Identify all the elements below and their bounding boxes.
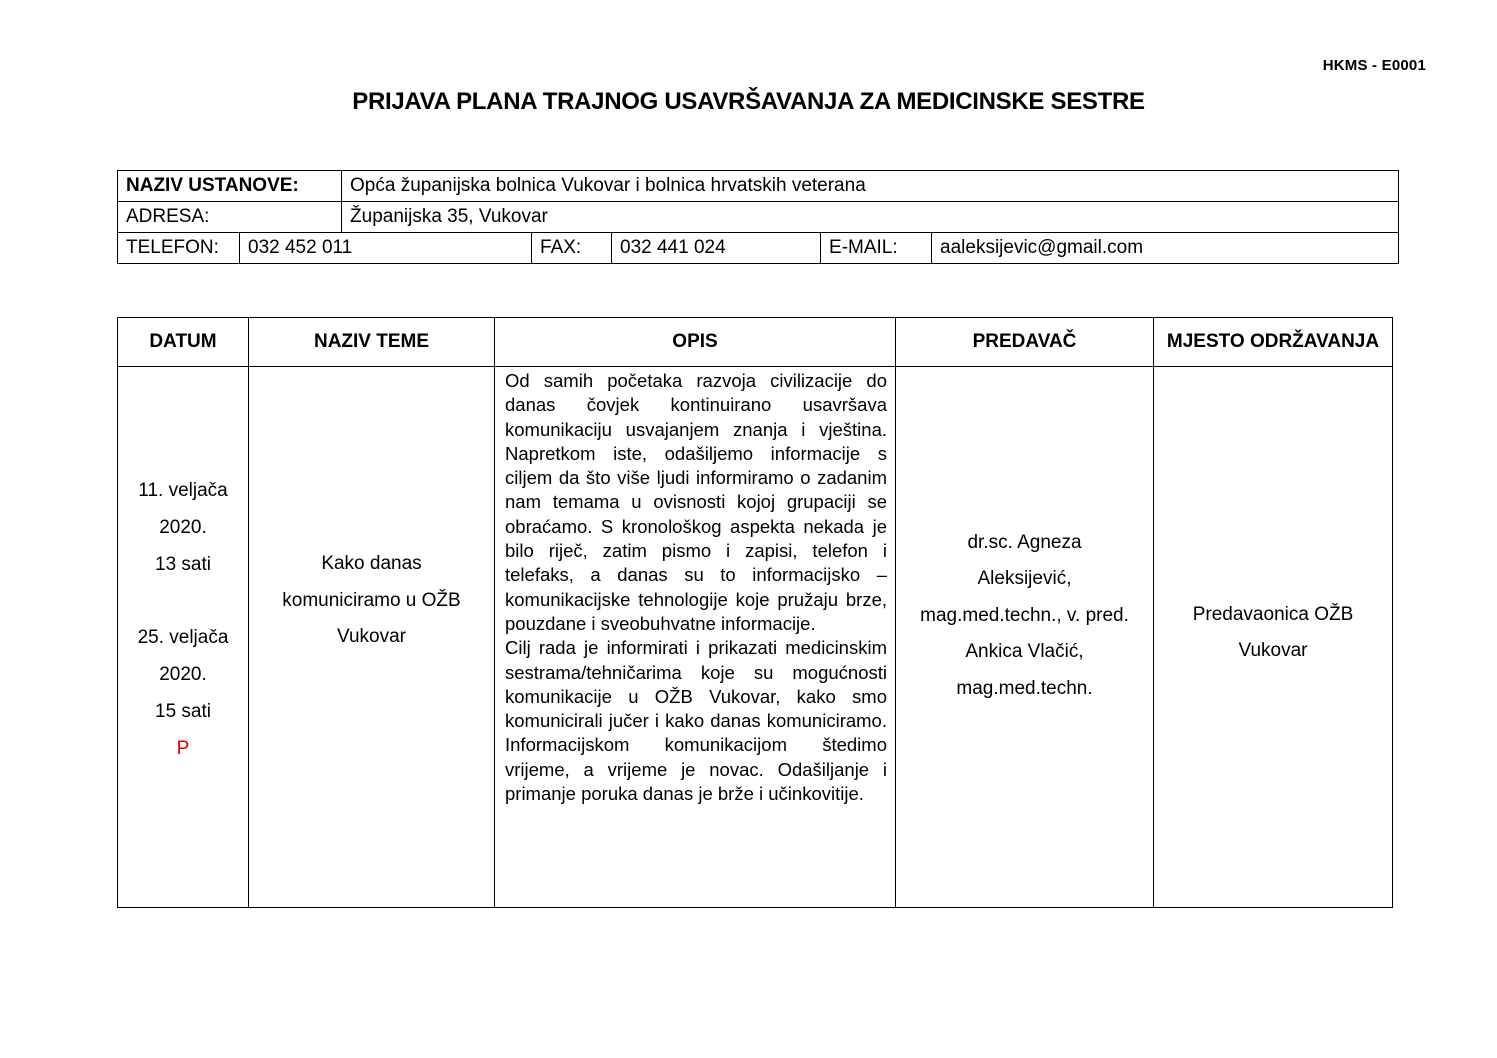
description-cell xyxy=(495,367,896,908)
location-line-2: Vukovar xyxy=(1238,640,1308,661)
table-row xyxy=(118,367,1393,908)
date-2-day: 25. veljača xyxy=(137,626,229,648)
lecturer-line-1: dr.sc. Agneza xyxy=(967,531,1082,553)
institution-name-value: Opća županijska bolnica Vukovar i bolnica hrvatskih veterana xyxy=(342,171,1399,202)
education-plan-table xyxy=(117,317,1393,908)
plan-header-row xyxy=(118,318,1393,367)
header-datum: DATUM xyxy=(118,318,249,367)
page-title: PRIJAVA PLANA TRAJNOG USAVRŠAVANJA ZA MEDICINSKE SESTRE xyxy=(352,88,1145,115)
description-paragraph-1: Od samih početaka razvoja civilizacije do danas čovjek kontinuirano usavršava komunikaciju usvajanjem znanja i vještina. Napretkom iste, odašiljemo informacije s ciljem da što više ljudi informiramo o zadanim nam temama u ovisnosti kojoj grupaciji se obraćamo. S kronološkog aspekta nekada je bilo riječ, zatim pismo i zapisi, telefon i telefaks, a danas su to informacijsko – komunikacijske tehnologije koje pružaju brze, pouzdane i sveobuhvatne informacije. xyxy=(505,370,887,634)
topic-line-3: Vukovar xyxy=(337,626,406,648)
email-value: aaleksijevic@gmail.com xyxy=(932,233,1399,264)
date-cell xyxy=(118,367,249,908)
location-line-1: Predavaonica OŽB xyxy=(1192,603,1354,625)
date-1-day: 11. veljača xyxy=(138,479,228,501)
status-flag: P xyxy=(176,737,190,759)
phone-value: 032 452 011 xyxy=(240,233,532,264)
date-2-year: 2020. xyxy=(159,663,207,685)
institution-info-table xyxy=(117,170,1399,264)
lecturer-line-2: Aleksijević, xyxy=(977,568,1072,590)
form-code: HKMS - E0001 xyxy=(1322,57,1426,74)
location-cell xyxy=(1154,367,1393,908)
institution-name-row xyxy=(118,171,1399,202)
header-naziv-teme: NAZIV TEME xyxy=(249,318,495,367)
lecturer-line-4: Ankica Vlačić, xyxy=(965,641,1084,663)
description-paragraph-2: Cilj rada je informirati i prikazati medicinskim sestrama/tehničarima koje su mogućnosti komunikacije u OŽB Vukovar, kako smo komunicirali jučer i kako danas komuniciramo. Informacijskom komunikacijom štedimo vrijeme, a vrijeme je novac. Odašiljanje i primanje poruka danas je brže i učinkovitije. xyxy=(505,637,887,805)
address-label: ADRESA: xyxy=(118,202,342,233)
lecturer-cell xyxy=(896,367,1154,908)
fax-value: 032 441 024 xyxy=(612,233,821,264)
topic-line-2: komuniciramo u OŽB xyxy=(282,589,461,611)
date-1-year: 2020. xyxy=(159,516,207,538)
date-1-time: 13 sati xyxy=(155,553,211,575)
institution-contact-row xyxy=(118,233,1399,264)
phone-label: TELEFON: xyxy=(118,233,240,264)
topic-cell xyxy=(249,367,495,908)
lecturer-line-5: mag.med.techn. xyxy=(956,677,1093,699)
email-label: E-MAIL: xyxy=(821,233,932,264)
fax-label: FAX: xyxy=(532,233,612,264)
date-2-time: 15 sati xyxy=(155,700,211,722)
topic-line-1: Kako danas xyxy=(321,553,422,575)
header-predavac: PREDAVAČ xyxy=(896,318,1154,367)
institution-name-label: NAZIV USTANOVE: xyxy=(118,171,342,202)
header-mjesto: MJESTO ODRŽAVANJA xyxy=(1154,318,1393,367)
lecturer-line-3: mag.med.techn., v. pred. xyxy=(920,604,1129,626)
institution-address-row xyxy=(118,202,1399,233)
header-opis: OPIS xyxy=(495,318,896,367)
address-value: Županijska 35, Vukovar xyxy=(342,202,1399,233)
